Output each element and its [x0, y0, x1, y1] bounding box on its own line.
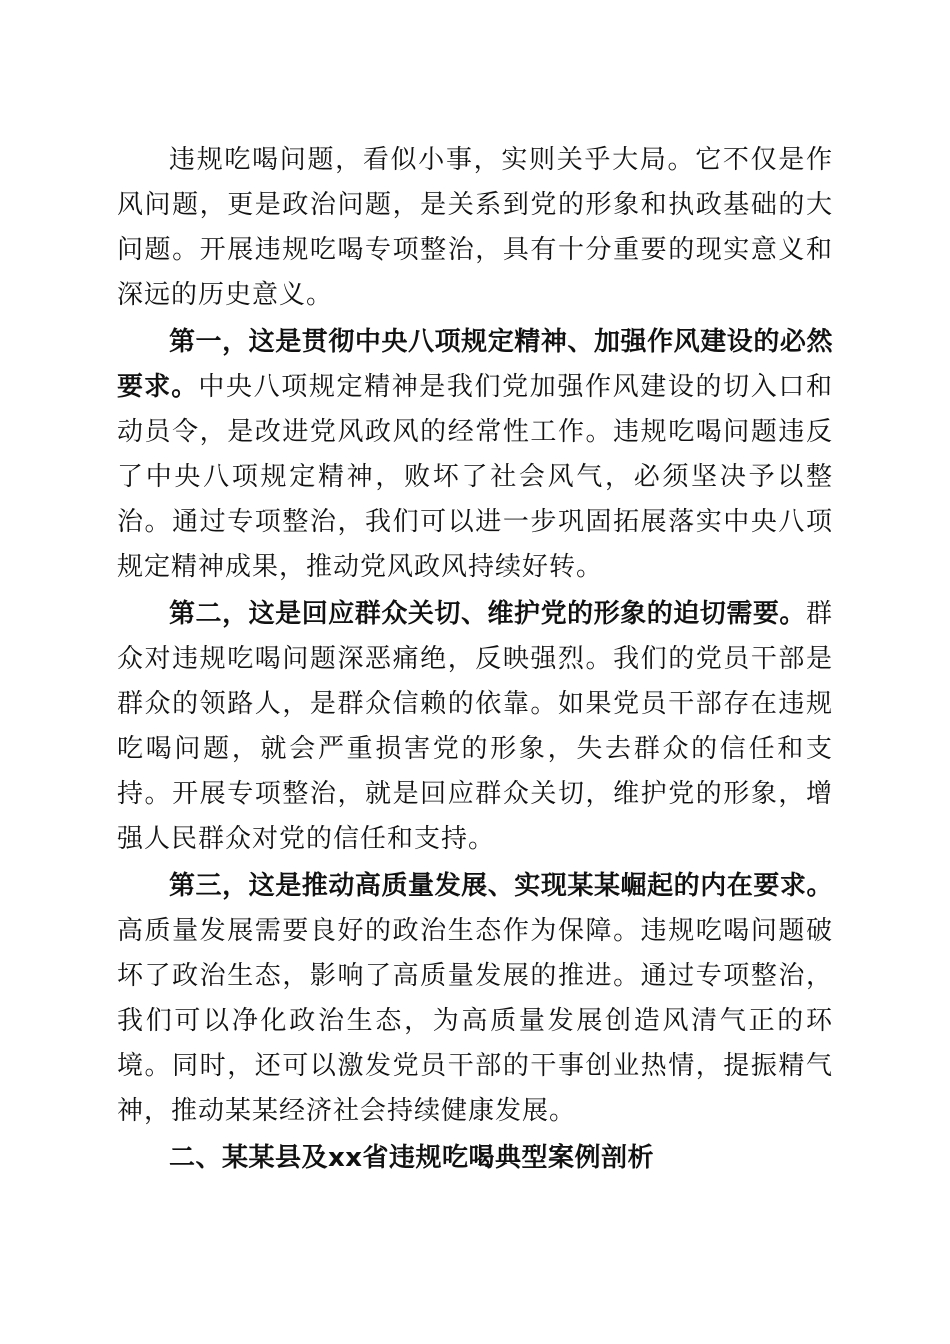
paragraph-text: 群众对违规吃喝问题深恶痛绝，反映强烈。我们的党员干部是群众的领路人，是群众信赖的依靠。如果党员干部存在违规吃喝问题，就会严重损害党的形象，失去群众的信任和支持。开展专项整治，就是回应群众关切，维护党的形象，增强人民群众对党的信任和支持。	[117, 599, 833, 854]
document-body	[117, 138, 833, 1183]
paragraph-text: 高质量发展需要良好的政治生态作为保障。违规吃喝问题破坏了政治生态，影响了高质量发展的推进。通过专项整治，我们可以净化政治生态，为高质量发展创造风清气正的环境。同时，还可以激发党员干部的干事创业热情，提振精气神，推动某某经济社会持续健康发展。	[117, 916, 833, 1126]
paragraph-text: 违规吃喝问题，看似小事，实则关乎大局。它不仅是作风问题，更是政治问题，是关系到党的形象和执政基础的大问题。开展违规吃喝专项整治，具有十分重要的现实意义和深远的历史意义。	[117, 145, 833, 310]
paragraph-third	[117, 864, 833, 1134]
paragraph-intro	[117, 138, 833, 318]
paragraph-second	[117, 592, 833, 862]
paragraph-text: 中央八项规定精神是我们党加强作风建设的切入口和动员令，是改进党风政风的经常性工作。违规吃喝问题违反了中央八项规定精神，败坏了社会风气，必须坚决予以整治。通过专项整治，我们可以进一步巩固拓展落实中央八项规定精神成果，推动党风政风持续好转。	[117, 372, 833, 582]
paragraph-lead: 第二，这是回应群众关切、维护党的形象的迫切需要。	[169, 599, 806, 629]
paragraph-first	[117, 320, 833, 590]
paragraph-lead: 第一，这是贯彻中央八项规定精神、加强作风建设的必然要求。	[117, 327, 833, 402]
section-heading: 二、某某县及xx省违规吃喝典型案例剖析	[169, 1143, 655, 1173]
paragraph-lead: 第三，这是推动高质量发展、实现某某崛起的内在要求。	[169, 871, 833, 901]
